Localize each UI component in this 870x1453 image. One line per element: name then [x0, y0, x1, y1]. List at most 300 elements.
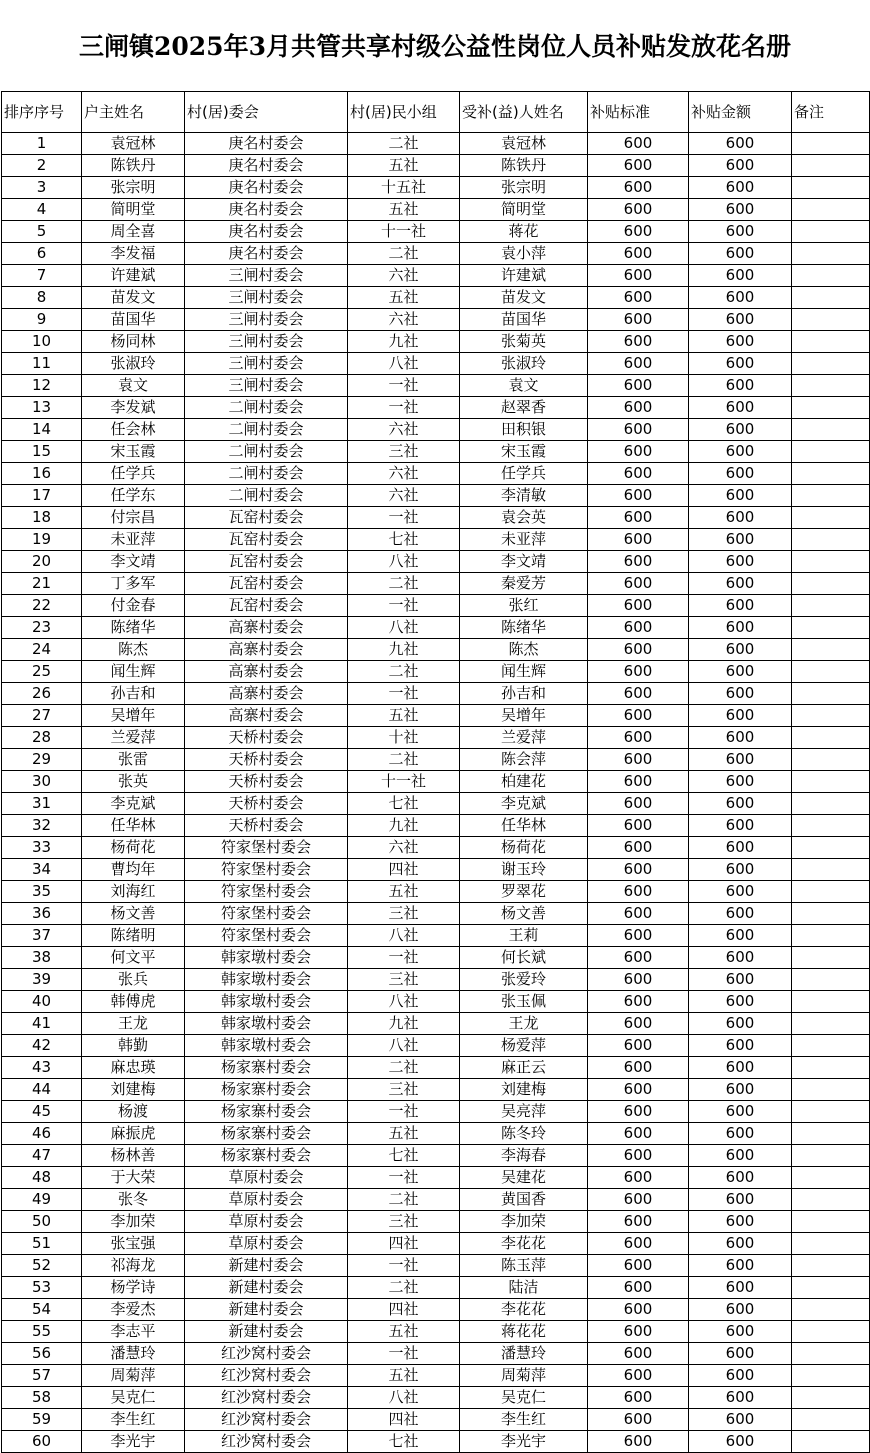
cell-group: 四社: [348, 859, 460, 881]
cell-household-head: 李志平: [82, 1321, 185, 1343]
cell-amount: 600: [689, 1387, 792, 1409]
cell-beneficiary: 张菊英: [460, 331, 588, 353]
cell-standard: 600: [588, 463, 689, 485]
cell-remarks: [792, 793, 870, 815]
cell-index: 25: [2, 661, 82, 683]
cell-household-head: 于大荣: [82, 1167, 185, 1189]
cell-index: 22: [2, 595, 82, 617]
cell-beneficiary: 任学兵: [460, 463, 588, 485]
cell-village-committee: 天桥村委会: [185, 815, 348, 837]
table-row: [2, 1211, 870, 1233]
cell-village-committee: 草原村委会: [185, 1189, 348, 1211]
cell-amount: 600: [689, 1057, 792, 1079]
cell-village-committee: 天桥村委会: [185, 793, 348, 815]
table-row: [2, 727, 870, 749]
cell-village-committee: 红沙窝村委会: [185, 1431, 348, 1453]
cell-amount: 600: [689, 1321, 792, 1343]
table-row: [2, 397, 870, 419]
cell-standard: 600: [588, 617, 689, 639]
cell-village-committee: 天桥村委会: [185, 771, 348, 793]
cell-group: 五社: [348, 705, 460, 727]
table-row: [2, 1189, 870, 1211]
cell-amount: 600: [689, 881, 792, 903]
cell-household-head: 何文平: [82, 947, 185, 969]
cell-group: 一社: [348, 1167, 460, 1189]
cell-village-committee: 高寨村委会: [185, 639, 348, 661]
cell-village-committee: 杨家寨村委会: [185, 1123, 348, 1145]
cell-amount: 600: [689, 463, 792, 485]
cell-amount: 600: [689, 265, 792, 287]
cell-remarks: [792, 463, 870, 485]
cell-household-head: 任会林: [82, 419, 185, 441]
cell-standard: 600: [588, 177, 689, 199]
cell-remarks: [792, 749, 870, 771]
cell-remarks: [792, 705, 870, 727]
cell-household-head: 吴克仁: [82, 1387, 185, 1409]
cell-group: 八社: [348, 1387, 460, 1409]
cell-remarks: [792, 573, 870, 595]
cell-household-head: 苗国华: [82, 309, 185, 331]
cell-standard: 600: [588, 353, 689, 375]
cell-amount: 600: [689, 1167, 792, 1189]
table-row: [2, 551, 870, 573]
table-row: [2, 705, 870, 727]
cell-standard: 600: [588, 1101, 689, 1123]
cell-group: 五社: [348, 1123, 460, 1145]
cell-beneficiary: 罗翠花: [460, 881, 588, 903]
cell-group: 三社: [348, 441, 460, 463]
table-row: [2, 177, 870, 199]
cell-group: 七社: [348, 1431, 460, 1453]
cell-remarks: [792, 1145, 870, 1167]
cell-remarks: [792, 595, 870, 617]
table-row: [2, 507, 870, 529]
cell-index: 60: [2, 1431, 82, 1453]
cell-village-committee: 红沙窝村委会: [185, 1365, 348, 1387]
cell-remarks: [792, 331, 870, 353]
cell-standard: 600: [588, 485, 689, 507]
cell-index: 16: [2, 463, 82, 485]
cell-group: 一社: [348, 1255, 460, 1277]
cell-beneficiary: 陈玉萍: [460, 1255, 588, 1277]
table-row: [2, 661, 870, 683]
cell-household-head: 张冬: [82, 1189, 185, 1211]
cell-index: 39: [2, 969, 82, 991]
cell-standard: 600: [588, 419, 689, 441]
cell-beneficiary: 张玉佩: [460, 991, 588, 1013]
cell-index: 23: [2, 617, 82, 639]
cell-household-head: 张淑玲: [82, 353, 185, 375]
table-row: [2, 353, 870, 375]
cell-index: 46: [2, 1123, 82, 1145]
cell-standard: 600: [588, 661, 689, 683]
cell-beneficiary: 张宗明: [460, 177, 588, 199]
cell-amount: 600: [689, 837, 792, 859]
cell-beneficiary: 未亚萍: [460, 529, 588, 551]
cell-remarks: [792, 1189, 870, 1211]
cell-index: 28: [2, 727, 82, 749]
cell-amount: 600: [689, 1101, 792, 1123]
cell-index: 27: [2, 705, 82, 727]
table-row: [2, 859, 870, 881]
cell-household-head: 任华林: [82, 815, 185, 837]
cell-remarks: [792, 925, 870, 947]
table-row: [2, 1013, 870, 1035]
table-row: [2, 243, 870, 265]
cell-index: 41: [2, 1013, 82, 1035]
cell-amount: 600: [689, 903, 792, 925]
cell-standard: 600: [588, 1057, 689, 1079]
cell-household-head: 张宗明: [82, 177, 185, 199]
cell-amount: 600: [689, 859, 792, 881]
cell-beneficiary: 李花花: [460, 1299, 588, 1321]
cell-household-head: 付宗昌: [82, 507, 185, 529]
cell-household-head: 杨同林: [82, 331, 185, 353]
cell-standard: 600: [588, 243, 689, 265]
cell-village-committee: 二闸村委会: [185, 441, 348, 463]
cell-index: 6: [2, 243, 82, 265]
cell-index: 40: [2, 991, 82, 1013]
cell-amount: 600: [689, 353, 792, 375]
cell-standard: 600: [588, 1145, 689, 1167]
cell-group: 一社: [348, 397, 460, 419]
table-row: [2, 309, 870, 331]
cell-village-committee: 杨家寨村委会: [185, 1145, 348, 1167]
cell-group: 九社: [348, 815, 460, 837]
cell-index: 55: [2, 1321, 82, 1343]
table-row: [2, 639, 870, 661]
cell-remarks: [792, 969, 870, 991]
table-row: [2, 1387, 870, 1409]
cell-amount: 600: [689, 925, 792, 947]
cell-index: 49: [2, 1189, 82, 1211]
cell-index: 42: [2, 1035, 82, 1057]
cell-standard: 600: [588, 221, 689, 243]
table-row: [2, 1299, 870, 1321]
cell-standard: 600: [588, 441, 689, 463]
cell-amount: 600: [689, 815, 792, 837]
cell-remarks: [792, 1299, 870, 1321]
cell-standard: 600: [588, 529, 689, 551]
cell-village-committee: 瓦窑村委会: [185, 595, 348, 617]
cell-index: 26: [2, 683, 82, 705]
cell-group: 一社: [348, 683, 460, 705]
header-amount: 补贴金额: [689, 92, 792, 133]
cell-index: 19: [2, 529, 82, 551]
cell-village-committee: 庚名村委会: [185, 243, 348, 265]
cell-village-committee: 庚名村委会: [185, 177, 348, 199]
cell-standard: 600: [588, 1365, 689, 1387]
cell-remarks: [792, 1431, 870, 1453]
cell-village-committee: 新建村委会: [185, 1299, 348, 1321]
cell-beneficiary: 宋玉霞: [460, 441, 588, 463]
cell-index: 44: [2, 1079, 82, 1101]
cell-group: 十社: [348, 727, 460, 749]
cell-remarks: [792, 683, 870, 705]
cell-amount: 600: [689, 507, 792, 529]
cell-household-head: 韩傅虎: [82, 991, 185, 1013]
cell-group: 八社: [348, 991, 460, 1013]
cell-household-head: 未亚萍: [82, 529, 185, 551]
cell-index: 53: [2, 1277, 82, 1299]
cell-remarks: [792, 1035, 870, 1057]
cell-index: 13: [2, 397, 82, 419]
cell-beneficiary: 兰爱萍: [460, 727, 588, 749]
cell-household-head: 丁多军: [82, 573, 185, 595]
table-row: [2, 485, 870, 507]
cell-village-committee: 符家堡村委会: [185, 881, 348, 903]
cell-village-committee: 杨家寨村委会: [185, 1079, 348, 1101]
cell-standard: 600: [588, 1233, 689, 1255]
table-row: [2, 969, 870, 991]
cell-village-committee: 符家堡村委会: [185, 925, 348, 947]
cell-beneficiary: 赵翠香: [460, 397, 588, 419]
cell-group: 一社: [348, 375, 460, 397]
cell-standard: 600: [588, 1255, 689, 1277]
cell-remarks: [792, 1167, 870, 1189]
cell-remarks: [792, 287, 870, 309]
cell-beneficiary: 袁冠林: [460, 133, 588, 155]
cell-group: 三社: [348, 1211, 460, 1233]
table-row: [2, 925, 870, 947]
cell-village-committee: 高寨村委会: [185, 661, 348, 683]
cell-village-committee: 韩家墩村委会: [185, 1035, 348, 1057]
cell-amount: 600: [689, 1189, 792, 1211]
cell-beneficiary: 杨文善: [460, 903, 588, 925]
cell-remarks: [792, 1233, 870, 1255]
cell-beneficiary: 苗发文: [460, 287, 588, 309]
cell-remarks: [792, 1277, 870, 1299]
cell-group: 五社: [348, 199, 460, 221]
cell-remarks: [792, 1211, 870, 1233]
cell-village-committee: 红沙窝村委会: [185, 1387, 348, 1409]
cell-group: 二社: [348, 243, 460, 265]
cell-village-committee: 三闸村委会: [185, 309, 348, 331]
table-row: [2, 1321, 870, 1343]
cell-index: 34: [2, 859, 82, 881]
cell-group: 六社: [348, 485, 460, 507]
cell-index: 10: [2, 331, 82, 353]
cell-amount: 600: [689, 771, 792, 793]
cell-remarks: [792, 991, 870, 1013]
cell-group: 八社: [348, 925, 460, 947]
cell-beneficiary: 袁小萍: [460, 243, 588, 265]
header-household-head: 户主姓名: [82, 92, 185, 133]
cell-index: 8: [2, 287, 82, 309]
cell-beneficiary: 吴克仁: [460, 1387, 588, 1409]
cell-remarks: [792, 1255, 870, 1277]
cell-group: 二社: [348, 1057, 460, 1079]
table-row: [2, 529, 870, 551]
cell-household-head: 杨学诗: [82, 1277, 185, 1299]
cell-amount: 600: [689, 573, 792, 595]
header-village-committee: 村(居)委会: [185, 92, 348, 133]
cell-village-committee: 三闸村委会: [185, 265, 348, 287]
cell-amount: 600: [689, 309, 792, 331]
cell-index: 2: [2, 155, 82, 177]
cell-index: 21: [2, 573, 82, 595]
cell-group: 八社: [348, 1035, 460, 1057]
cell-remarks: [792, 155, 870, 177]
cell-group: 六社: [348, 463, 460, 485]
cell-amount: 600: [689, 705, 792, 727]
cell-household-head: 兰爱萍: [82, 727, 185, 749]
cell-group: 六社: [348, 265, 460, 287]
cell-remarks: [792, 309, 870, 331]
cell-standard: 600: [588, 331, 689, 353]
cell-remarks: [792, 617, 870, 639]
cell-amount: 600: [689, 1343, 792, 1365]
cell-amount: 600: [689, 397, 792, 419]
cell-index: 56: [2, 1343, 82, 1365]
cell-index: 48: [2, 1167, 82, 1189]
cell-index: 59: [2, 1409, 82, 1431]
cell-standard: 600: [588, 1409, 689, 1431]
table-row: [2, 287, 870, 309]
cell-remarks: [792, 507, 870, 529]
cell-village-committee: 韩家墩村委会: [185, 969, 348, 991]
cell-group: 六社: [348, 309, 460, 331]
cell-group: 九社: [348, 331, 460, 353]
table-row: [2, 1145, 870, 1167]
cell-village-committee: 天桥村委会: [185, 749, 348, 771]
cell-beneficiary: 张红: [460, 595, 588, 617]
cell-index: 33: [2, 837, 82, 859]
cell-amount: 600: [689, 639, 792, 661]
cell-household-head: 吴增年: [82, 705, 185, 727]
cell-index: 57: [2, 1365, 82, 1387]
cell-amount: 600: [689, 1299, 792, 1321]
cell-group: 三社: [348, 1079, 460, 1101]
cell-household-head: 曹均年: [82, 859, 185, 881]
cell-group: 四社: [348, 1409, 460, 1431]
cell-household-head: 苗发文: [82, 287, 185, 309]
cell-beneficiary: 陈冬玲: [460, 1123, 588, 1145]
cell-standard: 600: [588, 771, 689, 793]
cell-household-head: 麻忠瑛: [82, 1057, 185, 1079]
cell-village-committee: 三闸村委会: [185, 331, 348, 353]
cell-amount: 600: [689, 617, 792, 639]
table-row: [2, 133, 870, 155]
cell-beneficiary: 蒋花花: [460, 1321, 588, 1343]
cell-remarks: [792, 639, 870, 661]
cell-beneficiary: 李克斌: [460, 793, 588, 815]
cell-beneficiary: 袁文: [460, 375, 588, 397]
table-row: [2, 1123, 870, 1145]
cell-household-head: 任学兵: [82, 463, 185, 485]
header-remarks: 备注: [792, 92, 870, 133]
table-row: [2, 595, 870, 617]
cell-household-head: 李文靖: [82, 551, 185, 573]
cell-remarks: [792, 837, 870, 859]
cell-household-head: 潘慧玲: [82, 1343, 185, 1365]
cell-standard: 600: [588, 287, 689, 309]
table-row: [2, 1409, 870, 1431]
cell-standard: 600: [588, 133, 689, 155]
cell-amount: 600: [689, 177, 792, 199]
cell-amount: 600: [689, 1431, 792, 1453]
cell-index: 17: [2, 485, 82, 507]
cell-beneficiary: 李文靖: [460, 551, 588, 573]
cell-group: 一社: [348, 1101, 460, 1123]
cell-household-head: 闻生辉: [82, 661, 185, 683]
cell-amount: 600: [689, 793, 792, 815]
cell-amount: 600: [689, 551, 792, 573]
table-row: [2, 1035, 870, 1057]
header-index: 排序序号: [2, 92, 82, 133]
cell-standard: 600: [588, 1211, 689, 1233]
cell-village-committee: 高寨村委会: [185, 683, 348, 705]
cell-index: 4: [2, 199, 82, 221]
cell-household-head: 任学东: [82, 485, 185, 507]
cell-household-head: 李克斌: [82, 793, 185, 815]
cell-standard: 600: [588, 1299, 689, 1321]
cell-group: 八社: [348, 353, 460, 375]
cell-household-head: 陈绪华: [82, 617, 185, 639]
cell-household-head: 李加荣: [82, 1211, 185, 1233]
cell-index: 15: [2, 441, 82, 463]
cell-standard: 600: [588, 1013, 689, 1035]
cell-group: 七社: [348, 1145, 460, 1167]
cell-remarks: [792, 859, 870, 881]
cell-amount: 600: [689, 155, 792, 177]
cell-group: 三社: [348, 903, 460, 925]
cell-beneficiary: 任华林: [460, 815, 588, 837]
cell-standard: 600: [588, 1431, 689, 1453]
table-row: [2, 265, 870, 287]
cell-household-head: 麻振虎: [82, 1123, 185, 1145]
cell-amount: 600: [689, 419, 792, 441]
cell-household-head: 刘建梅: [82, 1079, 185, 1101]
cell-household-head: 简明堂: [82, 199, 185, 221]
cell-remarks: [792, 1409, 870, 1431]
cell-village-committee: 二闸村委会: [185, 485, 348, 507]
cell-household-head: 许建斌: [82, 265, 185, 287]
cell-beneficiary: 杨爱萍: [460, 1035, 588, 1057]
cell-beneficiary: 陈杰: [460, 639, 588, 661]
cell-amount: 600: [689, 749, 792, 771]
cell-amount: 600: [689, 1233, 792, 1255]
table-row: [2, 947, 870, 969]
cell-household-head: 张宝强: [82, 1233, 185, 1255]
cell-village-committee: 瓦窑村委会: [185, 507, 348, 529]
cell-standard: 600: [588, 639, 689, 661]
cell-village-committee: 高寨村委会: [185, 617, 348, 639]
cell-standard: 600: [588, 969, 689, 991]
cell-village-committee: 三闸村委会: [185, 353, 348, 375]
cell-standard: 600: [588, 925, 689, 947]
cell-index: 5: [2, 221, 82, 243]
cell-index: 36: [2, 903, 82, 925]
cell-household-head: 刘海红: [82, 881, 185, 903]
cell-amount: 600: [689, 1365, 792, 1387]
cell-household-head: 李爱杰: [82, 1299, 185, 1321]
cell-village-committee: 草原村委会: [185, 1233, 348, 1255]
cell-index: 38: [2, 947, 82, 969]
cell-remarks: [792, 265, 870, 287]
cell-standard: 600: [588, 1189, 689, 1211]
cell-beneficiary: 谢玉玲: [460, 859, 588, 881]
cell-beneficiary: 闻生辉: [460, 661, 588, 683]
cell-village-committee: 韩家墩村委会: [185, 1013, 348, 1035]
table-row: [2, 375, 870, 397]
cell-amount: 600: [689, 375, 792, 397]
cell-group: 十一社: [348, 221, 460, 243]
cell-household-head: 李光宇: [82, 1431, 185, 1453]
cell-standard: 600: [588, 265, 689, 287]
cell-group: 四社: [348, 1233, 460, 1255]
cell-household-head: 孙吉和: [82, 683, 185, 705]
